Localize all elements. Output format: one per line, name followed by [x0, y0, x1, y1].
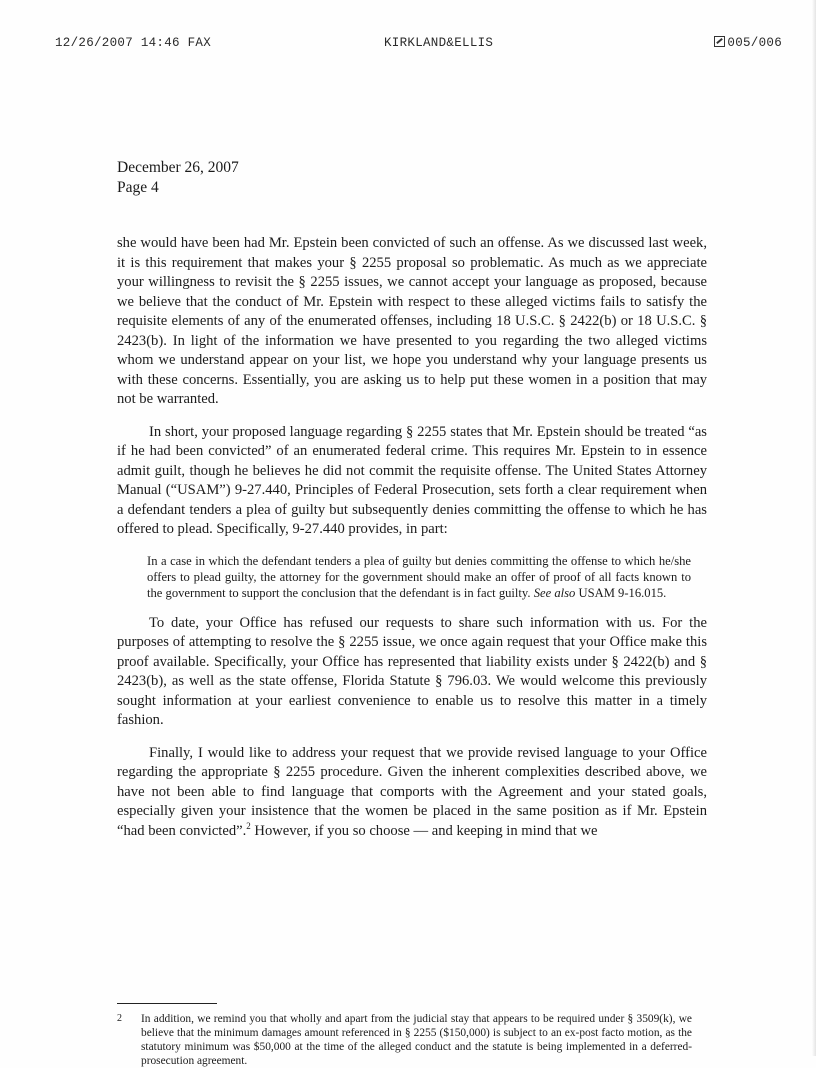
- usam-quote: [147, 553, 691, 601]
- paragraph-finally: [117, 744, 707, 842]
- fax-page-count: [714, 36, 782, 50]
- paragraph-finally-tail: However, if you so choose — and keeping in mind that we: [250, 822, 598, 839]
- quote-text: In a case in which the defendant tenders a plea of guilty but denies committing the offense to which he/she offers to plead guilty, the attorney for the government should make an offer of proof of all facts known to the government to support the conclusion that the defendant is in fact guilty.: [147, 553, 691, 600]
- letter-heading: [117, 158, 239, 198]
- footnote-text: In addition, we remind you that wholly and apart from the judicial stay that appears to be required under § 3509(k), we believe that the minimum damages amount referenced in § 2255 ($150,000) is subject to an ex-post facto motion, as the statutory minimum was $50,000 at the time of the alleged conduct and the statute is being implemented in a deferred-prosecution agreement.: [141, 1013, 692, 1067]
- footnote-divider: [117, 1003, 217, 1004]
- paragraph-request: To date, your Office has refused our requests to share such information with us. For the purposes of attempting to resolve the § 2255 issue, we once again request that your Office make this proof available. Specifically, your Office has represented that liability exists under § 2422(b) and § 2423(b), as well as the state offense, Florida Statute § 796.03. We would welcome this previously sought information at your earliest convenience to enable us to resolve this matter in a timely fashion.: [117, 614, 707, 728]
- fax-header: [0, 36, 816, 56]
- scan-edge: [812, 0, 816, 1056]
- letter-date: December 26, 2007: [117, 159, 239, 176]
- fax-pages-text: 005/006: [727, 36, 782, 50]
- fax-sender: KIRKLAND&ELLIS: [384, 36, 494, 50]
- letter-page-number: Page 4: [117, 179, 159, 196]
- quote-reference: USAM 9-16.015.: [578, 585, 667, 600]
- paragraph-finally-text: Finally, I would like to address your request that we provide revised language to your Office regarding the appropriate § 2255 procedure. Given the inherent complexities described above, we have not been able to find language that comports with the Agreement and your stated goals, especially given your insistence that the women be placed in the same position as if Mr. Epstein “had been convicted”.: [117, 744, 707, 839]
- paragraph-usam: In short, your proposed language regarding § 2255 states that Mr. Epstein should be treated “as if he had been convicted” of an enumerated federal crime. This requires Mr. Epstein to in essence admit guilt, though he believes he did not commit the requisite offense. The United States Attorney Manual (“USAM”) 9-27.440, Principles of Federal Prosecution, sets forth a clear requirement when a defendant tenders a plea of guilty but subsequently denies committing the offense to which he has offered to plead. Specifically, 9-27.440 provides, in part:: [117, 423, 707, 537]
- footnote: [117, 1012, 692, 1068]
- fax-datetime: 12/26/2007 14:46 FAX: [55, 36, 212, 50]
- footnote-number: 2: [117, 1013, 122, 1024]
- letter-body: [117, 234, 707, 854]
- paragraph-continuation: she would have been had Mr. Epstein been convicted of such an offense. As we discussed last week, it is this requirement that makes your § 2255 proposal so problematic. As much as we appreciate your willingness to revisit the § 2255 issues, we cannot accept your language as proposed, because we believe that the conduct of Mr. Epstein with respect to these alleged victims fails to satisfy the requisite elements of any of the enumerated offenses, including 18 U.S.C. § 2422(b) or 18 U.S.C. § 2423(b). In light of the information we have presented to you regarding the two alleged victims whom we understand appear on your list, we hope you understand why your language presents us with these concerns. Essentially, you are asking us to help put these women in a position that may not be warranted.: [117, 235, 707, 407]
- footnote-ref: 2: [246, 820, 251, 831]
- fax-box-icon: [714, 36, 725, 47]
- quote-see-also: See also: [533, 585, 576, 600]
